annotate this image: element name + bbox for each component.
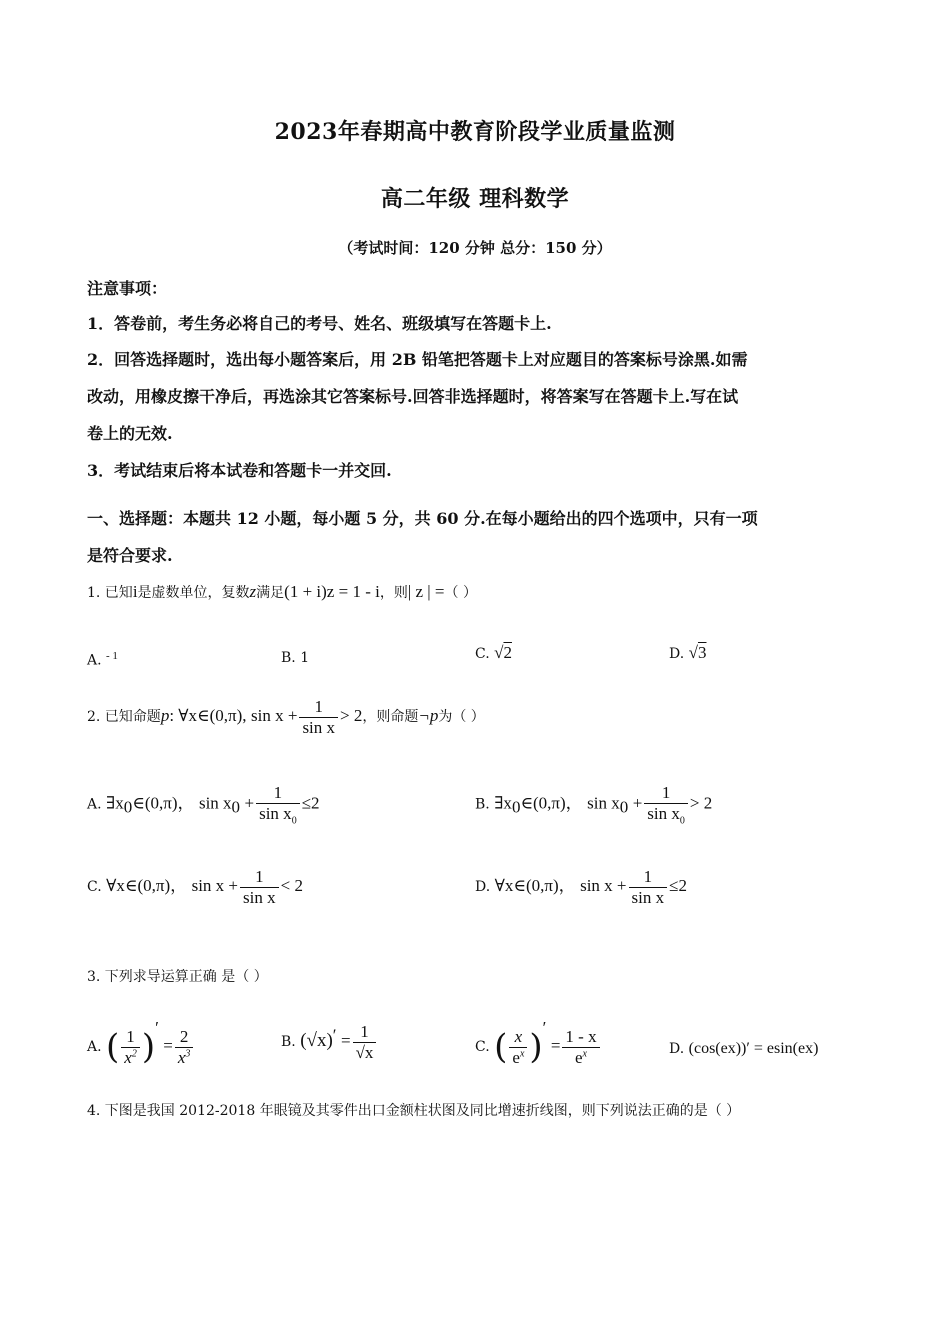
q2-not-p: ¬p — [418, 706, 439, 726]
q1-text: ，则 — [379, 585, 408, 601]
option-value: 1 — [300, 650, 310, 666]
fraction-numerator: 1 — [240, 867, 279, 888]
fraction-denominator — [644, 804, 688, 827]
prime-symbol: ′ — [542, 1018, 547, 1037]
question-4-stem: 4. 下图是我国 2012-2018 年眼镜及其零件出口金额柱状图及同比增速折线图，则下列说法正确的是（ ） — [87, 1103, 741, 1119]
fraction-numerator: 2 — [175, 1027, 194, 1048]
option-label: B. — [281, 1034, 296, 1051]
section-1-heading-line-1: 一、选择题：本题共 12 小题，每小题 5 分，共 60 分.在每小题给出的四个选项中，只有一项 — [87, 509, 758, 528]
option-label: B. — [475, 796, 490, 813]
q3-option-b — [281, 1022, 378, 1062]
note-item-1: 1．答卷前，考生务必将自己的考号、姓名、班级填写在答题卡上. — [87, 314, 552, 333]
fraction-numerator: 1 — [644, 783, 688, 804]
exam-info: （考试时间：120 分钟 总分：150 分） — [338, 239, 612, 257]
option-value: 2 — [503, 643, 512, 662]
q2-text: ，则命题 — [362, 709, 419, 726]
q3-option-d — [669, 1040, 818, 1058]
option-fraction — [175, 1027, 194, 1067]
option-label: D. — [669, 1041, 685, 1057]
fraction-denominator-text: sin x — [259, 803, 292, 823]
option-sin: sin x + — [580, 876, 627, 896]
fraction-denominator: sin x — [302, 717, 336, 737]
option-label: D. — [669, 646, 685, 662]
option-label: B. — [281, 650, 296, 666]
q2-p: p — [160, 706, 170, 726]
fraction-denominator — [256, 804, 300, 827]
option-value: 3 — [697, 643, 707, 662]
q2-fraction — [299, 697, 338, 737]
left-paren-icon: ( — [494, 1027, 508, 1067]
q2-option-c — [87, 867, 303, 907]
fraction-numerator: 1 — [256, 783, 300, 804]
fraction-denominator — [175, 1048, 194, 1068]
q1-text: 1. 已知 — [87, 585, 133, 601]
option-expression: (cos(ex))′ = esin(ex) — [688, 1040, 819, 1057]
subscript: 0 — [679, 814, 685, 826]
option-relation: > 2 — [689, 793, 713, 813]
prime-symbol: ′ — [155, 1018, 159, 1037]
q2-sinx: sin x + — [251, 706, 298, 726]
q1-i: i — [132, 582, 138, 601]
option-domain: ∈(0,π)， — [132, 793, 195, 813]
fraction-denominator: sin x — [631, 887, 665, 907]
plus-sign: + — [632, 793, 643, 813]
sqrt-icon: √2 — [494, 643, 512, 662]
q3-option-c — [475, 1018, 602, 1067]
equals-sign: = — [550, 1036, 561, 1055]
exponent: 2 — [131, 1047, 137, 1059]
subscript: 0 — [511, 797, 521, 817]
q2-text: 2. 已知命题 — [87, 709, 161, 726]
fraction-denominator-text: x — [177, 1047, 186, 1067]
plus-sign: + — [244, 793, 255, 813]
fraction-numerator: 1 — [299, 697, 338, 718]
option-label: A. — [87, 796, 102, 813]
q2-option-d — [475, 867, 687, 907]
option-sin: sin x — [198, 793, 232, 813]
fraction-denominator-text: e — [575, 1047, 583, 1067]
subscript: 0 — [231, 797, 241, 817]
q2-condition: : ∀x∈(0,π) — [169, 706, 243, 726]
exam-subtitle: 高二年级 理科数学 — [380, 186, 570, 212]
q1-text: 是虚数单位，复数 — [137, 585, 250, 601]
option-label: C. — [475, 1039, 490, 1055]
note-item-2-line-3: 卷上的无效. — [87, 424, 173, 443]
q1-text: 满足 — [256, 585, 285, 601]
question-3-stem: 3. 下列求导运算正确 是（ ） — [87, 969, 268, 985]
exam-title: 2023年春期高中教育阶段学业质量监测 — [274, 119, 676, 145]
option-relation: ≤2 — [301, 793, 320, 813]
option-label: C. — [475, 646, 490, 662]
q1-option-d — [669, 643, 706, 663]
exponent: x — [519, 1047, 525, 1059]
option-domain: ∈(0,π)， — [520, 793, 583, 813]
fraction-numerator: 1 — [121, 1027, 140, 1048]
prime-symbol: ′ — [332, 1025, 337, 1045]
fraction-numerator: x — [509, 1027, 527, 1048]
note-item-3: 3．考试结束后将本试卷和答题卡一并交回. — [87, 461, 392, 480]
option-label: C. — [87, 879, 102, 896]
q1-equation: (1 + i)z = 1 - i — [284, 582, 380, 601]
option-fraction — [353, 1022, 377, 1062]
q2-option-b — [475, 783, 712, 826]
q2-text: 为（ ） — [438, 709, 485, 726]
fraction-denominator — [509, 1048, 527, 1068]
option-fraction — [121, 1027, 140, 1067]
q1-option-b — [281, 650, 309, 666]
section-1-heading-line-2: 是符合要求. — [87, 546, 173, 565]
option-expression: (√x) — [300, 1030, 333, 1052]
equals-sign: = — [163, 1036, 173, 1055]
option-label: A. — [87, 1039, 102, 1055]
option-label: D. — [475, 879, 491, 896]
subscript: 0 — [619, 797, 629, 817]
option-value: - 1 — [106, 650, 118, 662]
option-quantifier: ∃x — [106, 793, 124, 813]
option-label: A. — [87, 652, 102, 669]
left-paren-icon: ( — [106, 1027, 120, 1067]
option-quantifier: ∀x∈(0,π)， — [494, 876, 576, 896]
option-quantifier: ∃x — [494, 793, 512, 813]
fraction-denominator-text: sin x — [647, 803, 680, 823]
equals-sign: = — [340, 1031, 351, 1051]
right-paren-icon: ) — [529, 1027, 543, 1067]
fraction-numerator: 1 — [629, 867, 668, 888]
option-quantifier: ∀x∈(0,π)， — [106, 876, 188, 896]
option-fraction — [644, 783, 688, 826]
fraction-denominator-text: x — [124, 1047, 132, 1067]
option-fraction — [562, 1027, 599, 1067]
q1-answer-paren: （ ） — [444, 585, 477, 601]
fraction-denominator-text: e — [512, 1047, 520, 1067]
option-fraction — [256, 783, 300, 826]
notes-heading: 注意事项： — [87, 279, 168, 298]
right-paren-icon: ) — [141, 1027, 156, 1067]
option-fraction — [629, 867, 668, 907]
question-2-stem — [87, 697, 485, 737]
fraction-denominator: sin x — [243, 887, 276, 907]
q2-comma: , — [242, 706, 247, 726]
q2-option-a — [87, 783, 320, 826]
option-relation: ≤2 — [669, 876, 687, 896]
q3-option-a — [87, 1018, 195, 1067]
exponent: 3 — [185, 1047, 191, 1059]
q1-z: z — [249, 582, 257, 601]
subscript: 0 — [123, 797, 133, 817]
q1-abs-z: | z | = — [407, 582, 445, 601]
option-sin: sin x — [587, 793, 620, 813]
q2-relation: > 2 — [340, 706, 363, 726]
option-sin: sin x + — [191, 876, 239, 896]
question-1-stem — [87, 582, 477, 602]
subscript: 0 — [291, 814, 297, 826]
fraction-denominator — [121, 1048, 140, 1068]
fraction-numerator: 1 — [353, 1022, 377, 1043]
q1-option-a — [87, 650, 118, 669]
exponent: x — [582, 1047, 587, 1059]
note-item-2-line-2: 改动，用橡皮擦干净后，再选涂其它答案标号.回答非选择题时，将答案写在答题卡上.写在试 — [87, 387, 739, 406]
sqrt-icon: √3 — [688, 643, 707, 662]
fraction-denominator: √x — [355, 1042, 374, 1062]
note-item-2-line-1: 2．回答选择题时，选出每小题答案后，用 2B 铅笔把答题卡上对应题目的答案标号涂黑.如需 — [87, 350, 748, 369]
option-relation: < 2 — [280, 876, 303, 896]
q1-option-c — [475, 643, 512, 663]
fraction-denominator — [562, 1048, 599, 1068]
fraction-numerator: 1 - x — [562, 1027, 599, 1048]
option-fraction — [240, 867, 279, 907]
option-fraction — [509, 1027, 527, 1067]
